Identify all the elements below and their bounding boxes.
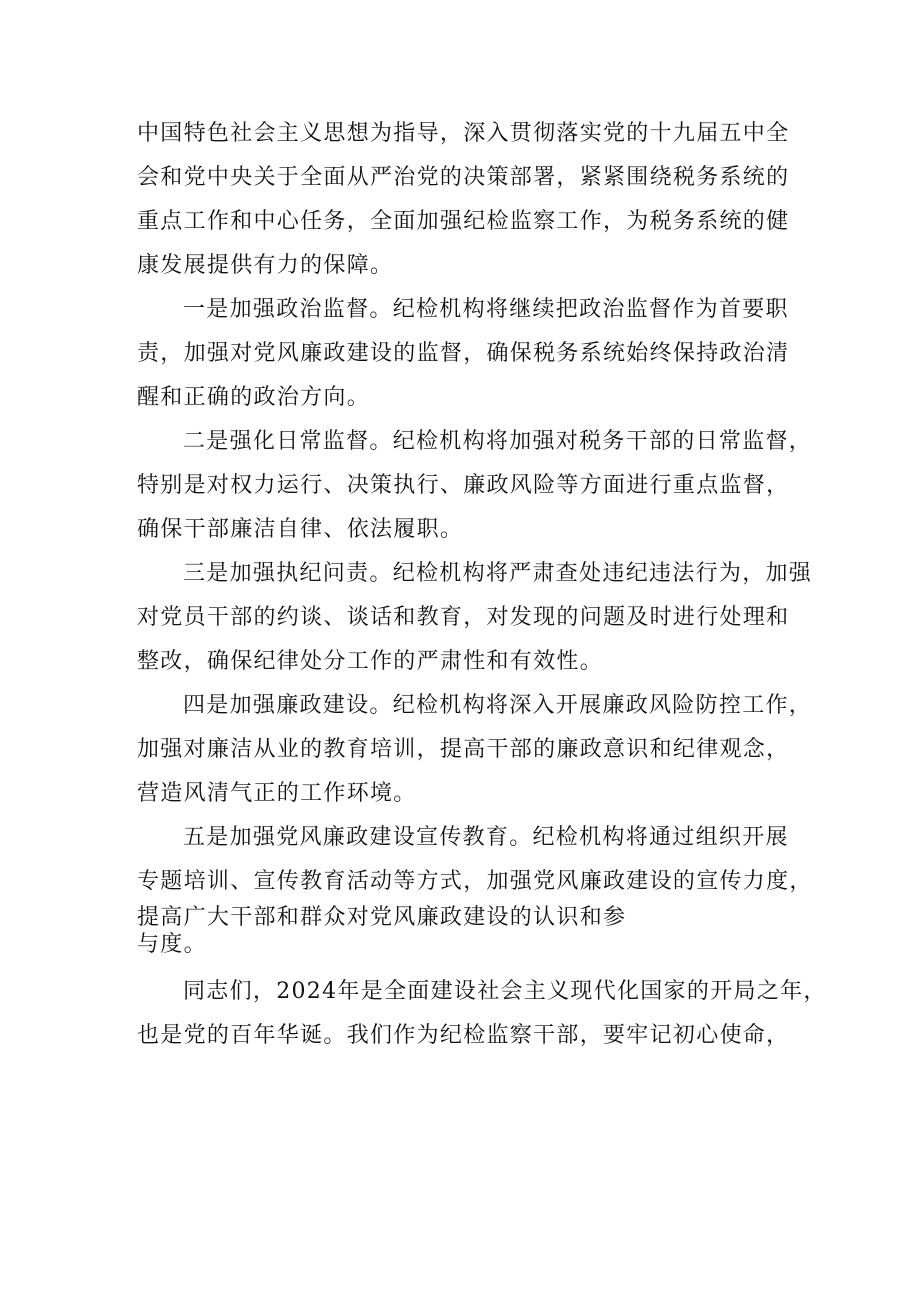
paragraph-line: 对党员干部的约谈、谈话和教育，对发现的问题及时进行处理和 bbox=[137, 605, 790, 630]
paragraph-line: 二是强化日常监督。纪检机构将加强对税务干部的日常监督， bbox=[183, 429, 813, 454]
document-body bbox=[137, 112, 827, 1058]
paragraph-line: 三是加强执纪问责。纪检机构将严肃查处违纪违法行为，加强 bbox=[183, 561, 813, 586]
paragraph-political-supervision bbox=[137, 288, 797, 420]
paragraph-accountability bbox=[137, 552, 813, 684]
paragraph-intro bbox=[137, 112, 797, 288]
paragraph-line: 同志们，2024年是全面建设社会主义现代化国家的开局之年， bbox=[183, 979, 827, 1004]
paragraph-daily-supervision bbox=[137, 420, 813, 552]
paragraph-line: 专题培训、宣传教育活动等方式，加强党风廉政建设的宣传力度， bbox=[137, 869, 813, 894]
paragraph-line: 五是加强党风廉政建设宣传教育。纪检机构将通过组织开展 bbox=[183, 825, 789, 850]
paragraph-line: 整改，确保纪律处分工作的严肃性和有效性。 bbox=[137, 649, 604, 674]
paragraph-line: 一是加强政治监督。纪检机构将继续把政治监督作为首要职 bbox=[183, 297, 789, 322]
paragraph-closing bbox=[137, 970, 827, 1058]
paragraph-line: 提高广大干部和群众对党风廉政建设的认识和参 bbox=[137, 905, 627, 930]
paragraph-integrity-building bbox=[137, 684, 813, 816]
paragraph-line: 加强对廉洁从业的教育培训，提高干部的廉政意识和纪律观念， bbox=[137, 737, 790, 762]
paragraph-line: 也是党的百年华诞。我们作为纪检监察干部，要牢记初心使命， bbox=[137, 1023, 790, 1048]
paragraph-line: 康发展提供有力的保障。 bbox=[137, 253, 394, 278]
paragraph-line: 与度。 bbox=[137, 932, 207, 957]
paragraph-line: 确保干部廉洁自律、依法履职。 bbox=[137, 517, 464, 542]
paragraph-line: 中国特色社会主义思想为指导，深入贯彻落实党的十九届五中全 bbox=[137, 121, 790, 146]
paragraph-line: 四是加强廉政建设。纪检机构将深入开展廉政风险防控工作， bbox=[183, 693, 813, 718]
paragraph-line: 营造风清气正的工作环境。 bbox=[137, 781, 417, 806]
paragraph-line: 特别是对权力运行、决策执行、廉政风险等方面进行重点监督， bbox=[137, 473, 790, 498]
paragraph-line: 责，加强对党风廉政建设的监督，确保税务系统始终保持政治清 bbox=[137, 341, 790, 366]
paragraph-publicity-education bbox=[137, 816, 813, 958]
paragraph-line: 醒和正确的政治方向。 bbox=[137, 385, 371, 410]
paragraph-line: 重点工作和中心任务，全面加强纪检监察工作，为税务系统的健 bbox=[137, 209, 790, 234]
paragraph-line: 会和党中央关于全面从严治党的决策部署，紧紧围绕税务系统的 bbox=[137, 165, 790, 190]
